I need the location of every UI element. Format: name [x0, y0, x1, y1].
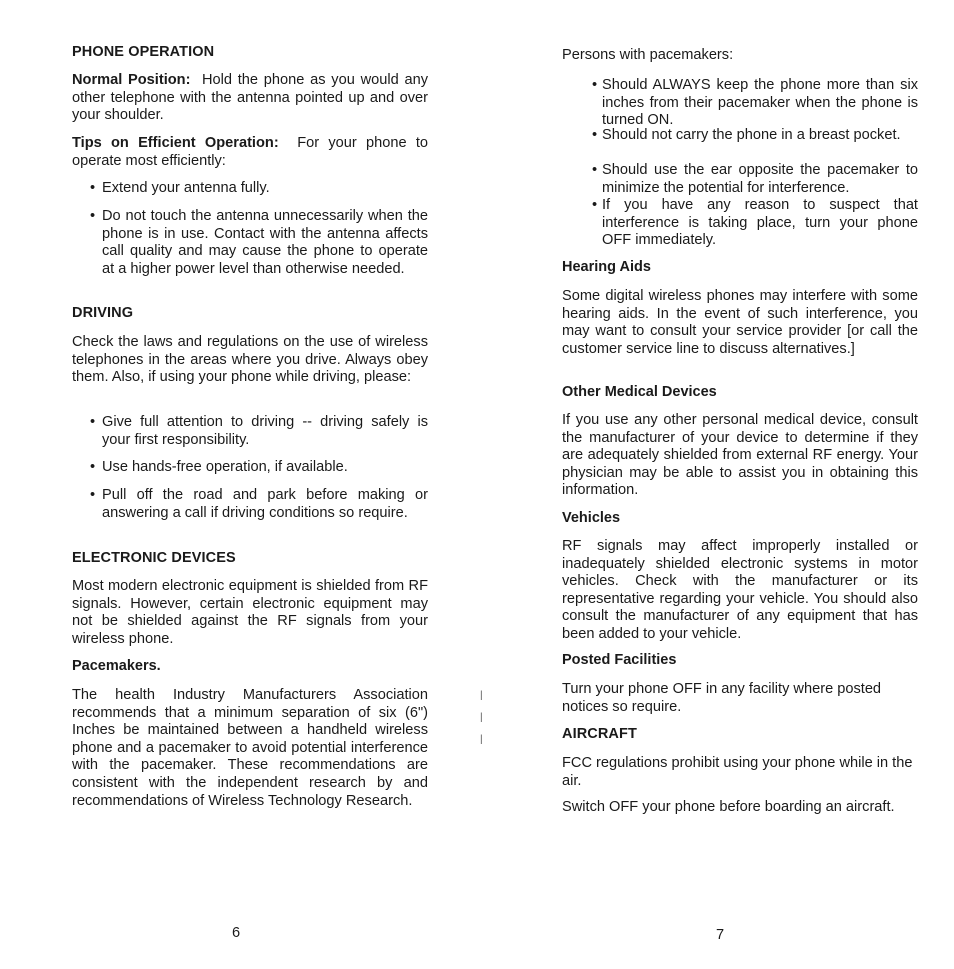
aircraft-paragraph-1: FCC regulations prohibit using your phone while in the air.	[562, 755, 913, 789]
scan-mark: |	[480, 690, 483, 701]
page-number-left: 6	[232, 925, 241, 941]
driving-bullet-2: • Use hands-free operation, if available.	[90, 459, 348, 475]
pacemakers-heading: Pacemakers.	[72, 658, 161, 674]
tips-bullet-1: • Extend your antenna fully.	[90, 180, 270, 196]
bullet-icon: •	[592, 162, 598, 178]
bullet-icon: •	[90, 414, 96, 430]
bullet-icon: •	[90, 180, 96, 196]
phone-operation-heading: PHONE OPERATION	[72, 44, 215, 60]
tips-label: Tips on Efficient Operation:	[72, 135, 279, 151]
driving-bullet-1: • Give full attention to driving -- driving safely is your first responsibility.	[90, 414, 428, 448]
persons-with-pacemakers-text: Persons with pacemakers:	[562, 47, 734, 63]
vehicles-paragraph: RF signals may affect improperly installed or inadequately shielded electronic systems in motor vehicles. Check with the manufacturer or its representative regarding your vehicle. You should also consult the manufacturer of any equipment that has been added to your vehicle.	[562, 538, 918, 642]
bullet-icon: •	[592, 197, 598, 213]
page-number-right: 7	[716, 927, 725, 943]
tips-bullet-2: • Do not touch the antenna unnecessarily when the phone is in use. Contact with the antenna affects call quality and may cause the phone to operate at a higher power level than otherwise needed.	[90, 208, 428, 277]
bullet-icon: •	[90, 459, 96, 475]
scan-mark: |	[480, 712, 483, 723]
bullet-icon: •	[90, 208, 96, 224]
normal-position-label: Normal Position:	[72, 72, 191, 88]
aircraft-paragraph-2: Switch OFF your phone before boarding an aircraft.	[562, 799, 895, 815]
other-medical-devices-heading: Other Medical Devices	[562, 384, 717, 400]
hearing-aids-heading: Hearing Aids	[562, 259, 651, 275]
tips-paragraph	[72, 135, 428, 170]
vehicles-heading: Vehicles	[562, 510, 621, 526]
pacemakers-paragraph: The health Industry Manufacturers Association recommends that a minimum separation of six (6") Inches be maintained between a handheld wireless phone and a pacemaker to avoid potential interference with the pacemaker. These recommendations are consistent with the independent research by and recommendations of Wireless Technology Research.	[72, 687, 428, 809]
posted-facilities-heading: Posted Facilities	[562, 652, 677, 668]
pacemaker-bullet-1: • Should ALWAYS keep the phone more than six inches from their pacemaker when the phone is turned ON.	[592, 77, 918, 129]
bullet-icon: •	[90, 487, 96, 503]
bullet-icon: •	[592, 77, 598, 93]
electronic-devices-heading: ELECTRONIC DEVICES	[72, 550, 236, 566]
normal-position-paragraph	[72, 72, 428, 125]
pacemaker-bullet-4: • If you have any reason to suspect that interference is taking place, turn your phone OFF immediately.	[592, 197, 918, 249]
hearing-aids-paragraph: Some digital wireless phones may interfere with some hearing aids. In the event of such interference, you may want to consult your service provider [or call the customer service line to discuss alternatives.]	[562, 288, 918, 357]
driving-bullet-3: • Pull off the road and park before making or answering a call if driving conditions so require.	[90, 487, 428, 521]
driving-heading: DRIVING	[72, 305, 134, 321]
other-medical-devices-paragraph: If you use any other personal medical device, consult the manufacturer of your device to determine if they are adequately shielded from external RF energy. Your physician may be able to assist you in obtaining this information.	[562, 412, 918, 499]
electronic-devices-paragraph: Most modern electronic equipment is shielded from RF signals. However, certain electronic equipment may not be shielded against the RF signals from your wireless phone.	[72, 578, 428, 647]
posted-facilities-paragraph: Turn your phone OFF in any facility where posted notices so require.	[562, 681, 882, 715]
driving-paragraph: Check the laws and regulations on the use of wireless telephones in the areas where you drive. Always obey them. Also, if using your phone while driving, please:	[72, 334, 428, 386]
normal-position-text: Hold the phone as you would any other telephone with the antenna pointed up and over your shoulder.	[72, 72, 428, 124]
bullet-icon: •	[592, 127, 598, 143]
pacemaker-bullet-3: • Should use the ear opposite the pacemaker to minimize the potential for interference.	[592, 162, 918, 196]
tips-text: For your phone to operate most efficiently:	[72, 135, 428, 169]
pacemaker-bullet-2: • Should not carry the phone in a breast pocket.	[592, 127, 901, 143]
scan-mark: |	[480, 734, 483, 745]
aircraft-heading: AIRCRAFT	[562, 726, 637, 742]
